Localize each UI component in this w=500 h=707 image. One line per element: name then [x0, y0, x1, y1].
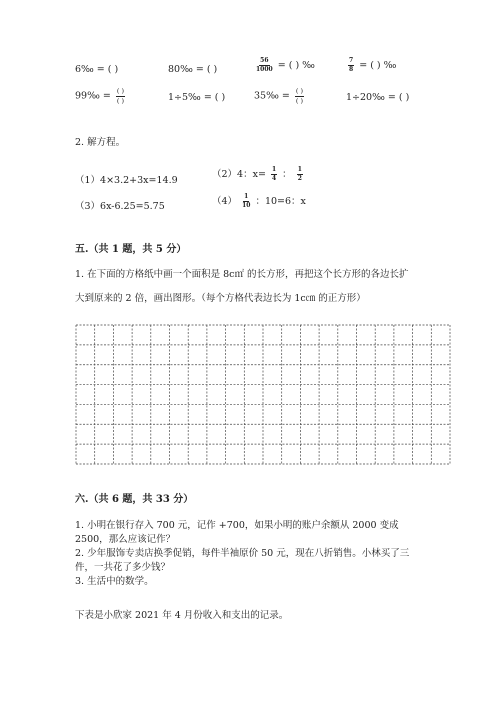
problem-line-3: 2. 少年服饰专卖店换季促销，每件半袖原价 50 元，现在八折销售。小林买了三 [75, 548, 410, 559]
section-5-title: 五.（共 1 题，共 5 分） [75, 244, 187, 255]
problem-line-2: 2500，那么应该记作？ [75, 534, 176, 545]
problem-line-1: 1. 小明在银行存入 700 元，记作 +700，如果小明的账户余额从 2000 变成 [75, 520, 399, 531]
conversion-2-2: 1÷5‰ = ( ) [168, 92, 226, 103]
fraction: $\frac{7}{8}$ [349, 57, 354, 73]
equation-2: （2）4：x= $\frac{1}{4}$ ： $\frac{1}{2}$ [212, 166, 302, 182]
equations-heading: 2. 解方程。 [75, 137, 126, 148]
table-intro: 下表是小欣家 2021 年 4 月份收入和支出的记录。 [75, 610, 289, 621]
conversion-1-4: $\frac{7}{8}$ = ( ) ‰ [349, 57, 397, 73]
equation-4: （4） $\frac{1}{10}$ ：10=6：x [212, 193, 306, 209]
problem-line-5: 3. 生活中的数学。 [75, 576, 154, 587]
grid-paper [75, 324, 451, 466]
equation-3: （3）6x-6.25=5.75 [75, 201, 165, 212]
fraction: $\frac{56}{1000}$ [256, 57, 273, 73]
section-6-title: 六.（共 6 题，共 33 分） [75, 494, 194, 505]
section-5-line-1: 1. 在下面的方格纸中画一个面积是 8c㎡ 的长方形，再把这个长方形的各边长扩 [75, 269, 409, 280]
fraction: $\frac{( )}{( )}$ [295, 87, 303, 105]
conversion-1-2: 80‰ = ( ) [168, 64, 218, 75]
conversion-2-4: 1÷20‰ = ( ) [346, 92, 410, 103]
problem-line-4: 件，一共花了多少钱？ [75, 562, 171, 573]
fraction: $\frac{1}{4}$ [271, 166, 277, 182]
fraction: $\frac{1}{2}$ [297, 166, 302, 182]
fraction: $\frac{( )}{( )}$ [116, 87, 124, 105]
conversion-2-3: 35‰ = $\frac{( )}{( )}$ [254, 87, 303, 105]
equation-1: （1）4×3.2+3x=14.9 [75, 175, 178, 186]
conversion-1-1: 6‰ = ( ) [75, 64, 119, 75]
conversion-1-3: $\frac{56}{1000}$ = ( ) ‰ [256, 57, 315, 73]
conversion-2-1: 99‰ = $\frac{( )}{( )}$ [75, 87, 124, 105]
fraction: $\frac{1}{10}$ [242, 193, 251, 209]
section-5-line-2: 大到原来的 2 倍，画出图形。（每个方格代表边长为 1c㎝ 的正方形） [75, 293, 366, 304]
